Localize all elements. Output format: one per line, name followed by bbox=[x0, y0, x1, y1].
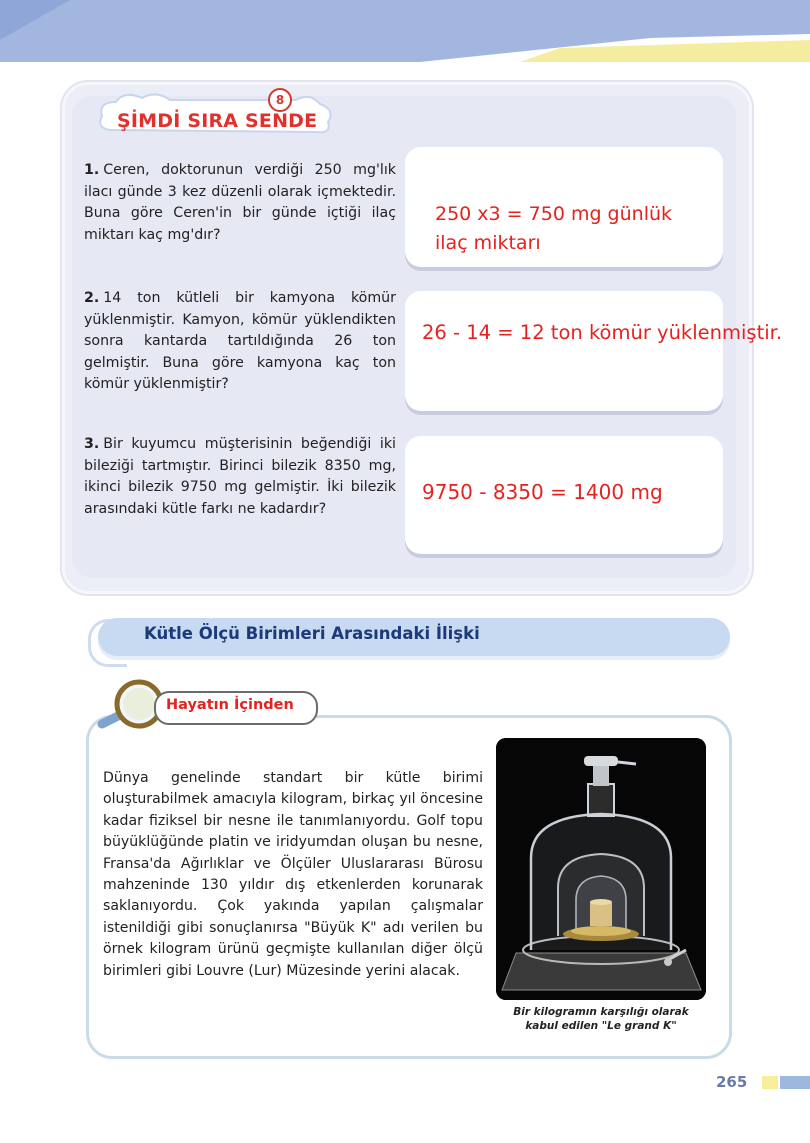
exercise-title: ŞİMDİ SIRA SENDE bbox=[117, 110, 318, 132]
answer-box-2[interactable] bbox=[405, 291, 723, 411]
answer-1-line-2: ilaç miktarı bbox=[435, 232, 541, 254]
question-number: 3. bbox=[84, 436, 100, 452]
page-number: 265 bbox=[716, 1073, 748, 1091]
photo-caption bbox=[496, 1005, 706, 1033]
caption-line-1: Bir kilogramın karşılığı olarak bbox=[513, 1006, 689, 1018]
answer-1-line-1: 250 x3 = 750 mg günlük bbox=[435, 203, 673, 225]
bell-jar-illustration bbox=[496, 738, 706, 1000]
section-title: Kütle Ölçü Birimleri Arasındaki İlişki bbox=[144, 624, 480, 643]
story-text: Dünya genelinde standart bir kütle birimi oluşturabilmek amacıyla kilogram, birkaç yıl öncesine kadar fiziksel bir nesne ile tanımlanıyordu. Golf topu büyüklüğünde platin ve iridyumdan oluşan bu nesne, Fransa'da Ağırlıklar ve Ölçüler Uluslararası Bürosu mahzeninde 130 yıldır dış etkenlerden korunarak saklanıyordu. Çok yakında yapılan çalışmalar istenildiği gibi sonuçlanırsa "Büyük K" adı verilen bu örnek kilogram ürünü geçmişte kullanılan diğer ölçü birimleri gibi Louvre (Lur) Müzesinde yerini alacak. bbox=[103, 770, 483, 979]
story-label: Hayatın İçinden bbox=[166, 697, 294, 713]
page-strip-yellow bbox=[762, 1076, 778, 1089]
question-3 bbox=[84, 434, 396, 520]
answer-2-line-1: 26 - 14 = 12 ton kömür yüklenmiştir. bbox=[422, 321, 783, 344]
answer-3-line-1: 9750 - 8350 = 1400 mg bbox=[422, 480, 663, 504]
exercise-number-badge: 8 bbox=[268, 88, 292, 112]
top-banner bbox=[0, 0, 810, 62]
question-number: 2. bbox=[84, 290, 100, 306]
question-1 bbox=[84, 160, 396, 246]
question-text: Ceren, doktorunun verdiği 250 mg'lık ilacı günde 3 kez düzenli olarak içmektedir. Buna göre Ceren'in bir günde içtiği ilaç miktarı kaç mg'dır? bbox=[84, 162, 396, 243]
question-number: 1. bbox=[84, 162, 100, 178]
question-2 bbox=[84, 288, 396, 396]
caption-line-2: kabul edilen "Le grand K" bbox=[525, 1020, 677, 1032]
question-text: 14 ton kütleli bir kamyona kömür yüklenmiştir. Kamyon, kömür yüklendikten sonra kantarda tartıldığında 26 ton gelmiştir. Buna göre kamyona kaç ton kömür yüklenmiştir? bbox=[84, 290, 396, 393]
kilogram-prototype-photo bbox=[496, 738, 706, 1000]
question-text: Bir kuyumcu müşterisinin beğendiği iki bileziği tartmıştır. Birinci bilezik 8350 mg, ikinci bilezik 9750 mg gelmiştir. İki bilezik arasındaki kütle farkı ne kadardır? bbox=[84, 436, 396, 517]
page-strip-blue bbox=[780, 1076, 810, 1089]
